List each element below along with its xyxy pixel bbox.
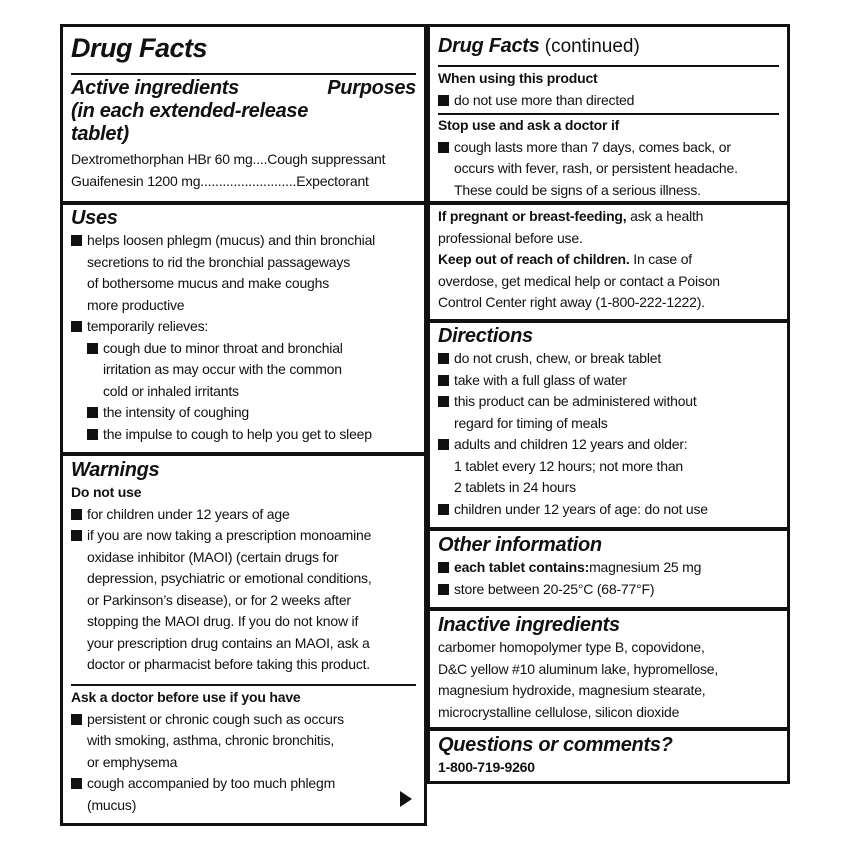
continued-title: Drug Facts (continued) xyxy=(438,35,640,57)
list-item: persistent or chronic cough such as occurs xyxy=(71,709,416,731)
divider xyxy=(430,319,787,323)
bullet-square-icon xyxy=(438,375,449,386)
list-item: take with a full glass of water xyxy=(438,370,779,392)
divider xyxy=(71,684,416,686)
bullet-square-icon xyxy=(71,530,82,541)
bullet-square-icon xyxy=(71,714,82,725)
bullet-square-icon xyxy=(438,95,449,106)
bullet-square-icon xyxy=(87,407,98,418)
bullet-square-icon xyxy=(87,429,98,440)
list-item: adults and children 12 years and older: xyxy=(438,434,779,456)
list-item: each tablet contains: magnesium 25 mg xyxy=(438,557,779,579)
drug-facts-panel-right xyxy=(427,24,790,784)
bullet-square-icon xyxy=(87,343,98,354)
drug-facts-panel-left xyxy=(60,24,427,826)
list-item: do not use more than directed xyxy=(438,90,779,112)
inactive-ingredients-heading: Inactive ingredients xyxy=(438,614,620,636)
when-using-section xyxy=(438,68,779,111)
other-information-heading: Other information xyxy=(438,534,602,556)
bullet-square-icon xyxy=(71,235,82,246)
warnings-section: Warnings Do not use for children under 12 years of age if you are now taking a prescription monoamine oxidase inhibitor (MAOI) (certain drugs for depression, psychiatric or emotional conditions, or Parkinson’s disease), or for 2 weeks after stopping the MAOI drug. If you do not know if your prescription drug contains an MAOI, ask a doctor or pharmacist before taking this product. xyxy=(71,459,416,676)
bullet-square-icon xyxy=(438,504,449,515)
list-item: the impulse to cough to help you get to sleep xyxy=(71,424,416,446)
warnings-heading: Warnings xyxy=(71,459,160,481)
bullet-square-icon xyxy=(438,353,449,364)
bullet-square-icon xyxy=(71,321,82,332)
stop-use-heading: Stop use and ask a doctor if xyxy=(438,117,620,133)
active-ingredients-heading: Active ingredients xyxy=(71,77,239,99)
list-item: for children under 12 years of age xyxy=(71,504,416,526)
divider xyxy=(430,201,787,205)
inactive-ingredients-section: Inactive ingredients carbomer homopolymer type B, copovidone, D&C yellow #10 aluminum lake, hypromellose, magnesium hydroxide, magnesium stearate, microcrystalline cellulose, silicon dioxide xyxy=(438,614,779,723)
bullet-square-icon xyxy=(438,396,449,407)
divider xyxy=(430,607,787,611)
purposes-heading: Purposes xyxy=(327,77,416,99)
divider xyxy=(438,65,779,67)
stop-use-section: Stop use and ask a doctor if cough lasts more than 7 days, comes back, or occurs with fever, rash, or persistent headache. These could be signs of a serious illness. xyxy=(438,115,779,201)
other-information-section xyxy=(438,534,779,600)
ask-doctor-heading: Ask a doctor before use if you have xyxy=(71,689,301,705)
list-item: temporarily relieves: xyxy=(71,316,416,338)
bullet-square-icon xyxy=(438,562,449,573)
divider xyxy=(63,452,424,456)
bullet-square-icon xyxy=(71,778,82,789)
do-not-use-heading: Do not use xyxy=(71,484,142,500)
continue-arrow-icon xyxy=(400,791,412,807)
ingredient-row: Guaifenesin 1200 mg..........................Expectorant xyxy=(71,172,369,189)
drug-facts-title: Drug Facts xyxy=(71,33,208,63)
bullet-square-icon xyxy=(438,439,449,450)
directions-heading: Directions xyxy=(438,325,533,347)
list-item: cough lasts more than 7 days, comes back, or xyxy=(438,137,779,159)
divider xyxy=(430,527,787,531)
phone-number: 1-800-719-9260 xyxy=(438,759,535,775)
list-item: if you are now taking a prescription monoamine xyxy=(71,525,416,547)
bullet-square-icon xyxy=(71,509,82,520)
divider xyxy=(63,201,424,205)
list-item: do not crush, chew, or break tablet xyxy=(438,348,779,370)
bullet-square-icon xyxy=(438,142,449,153)
directions-section: Directions do not crush, chew, or break tablet take with a full glass of water this product can be administered without regard for timing of meals adults and children 12 years and older: 1 tablet every 12 hours; not more than 2 tablets in 24 hours children under 12 years of age: do not use xyxy=(438,325,779,520)
pregnancy-section: If pregnant or breast-feeding, ask a health professional before use. Keep out of reach of children. In case of overdose, get medical help or contact a Poison Control Center right away (1-800-222-1222). xyxy=(438,208,720,310)
list-item: cough due to minor throat and bronchial xyxy=(71,338,416,360)
bullet-square-icon xyxy=(438,584,449,595)
list-item: the intensity of coughing xyxy=(71,402,416,424)
ingredient-row: Dextromethorphan HBr 60 mg....Cough suppressant xyxy=(71,151,386,167)
when-using-heading: When using this product xyxy=(438,70,598,86)
active-ingredients-section: Active ingredients Purposes (in each extended-release tablet) Dextromethorphan HBr 60 mg....Cough suppressant Guaifenesin 1200 mg..........................Expectorant xyxy=(71,77,416,192)
list-item: cough accompanied by too much phlegm xyxy=(71,773,416,795)
list-item: this product can be administered without xyxy=(438,391,779,413)
ask-doctor-section: Ask a doctor before use if you have persistent or chronic cough such as occurs with smoking, asthma, chronic bronchitis, or emphysema cough accompanied by too much phlegm (mucus) xyxy=(71,687,416,816)
questions-heading: Questions or comments? xyxy=(438,734,673,756)
uses-section: Uses helps loosen phlegm (mucus) and thin bronchial secretions to rid the bronchial passageways of bothersome mucus and make coughs more productive temporarily relieves: cough due to minor throat and bronchial irritation as may occur with the common cold or inhaled irritants the intensity of coughing the impulse to cough to help you get to sleep xyxy=(71,207,416,445)
list-item: store between 20-25°C (68-77°F) xyxy=(438,579,779,601)
list-item: helps loosen phlegm (mucus) and thin bronchial xyxy=(71,230,416,252)
uses-heading: Uses xyxy=(71,207,118,229)
divider xyxy=(430,727,787,731)
divider xyxy=(71,73,416,75)
questions-section xyxy=(438,734,779,779)
list-item: children under 12 years of age: do not use xyxy=(438,499,779,521)
